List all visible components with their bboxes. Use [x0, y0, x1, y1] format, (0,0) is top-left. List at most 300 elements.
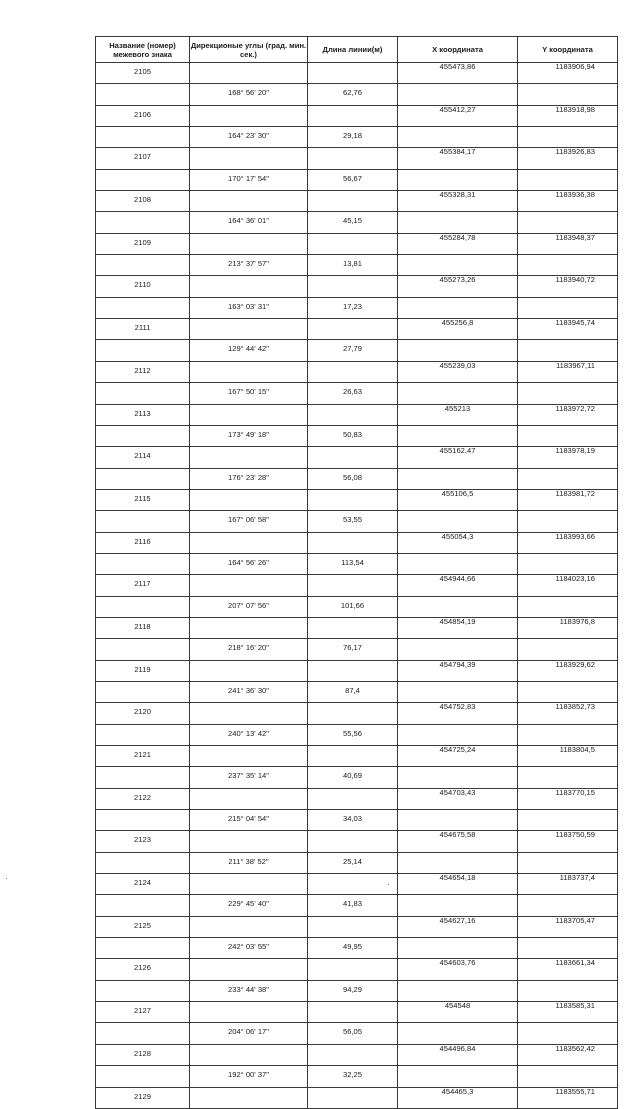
point-name: 2123	[96, 831, 190, 852]
point-x: 455213	[398, 404, 518, 425]
point-name: 2107	[96, 148, 190, 169]
segment-angle: 170° 17' 54"	[190, 169, 308, 190]
empty-cell	[518, 84, 618, 105]
segment-angle: 192° 00' 37"	[190, 1066, 308, 1087]
segment-row	[96, 767, 618, 788]
point-row	[96, 63, 618, 84]
empty-cell	[518, 511, 618, 532]
segment-angle: 173° 49' 18"	[190, 425, 308, 446]
point-name: 2120	[96, 703, 190, 724]
empty-cell	[96, 511, 190, 532]
point-name: 2124	[96, 874, 190, 895]
point-row	[96, 959, 618, 980]
segment-row	[96, 425, 618, 446]
segment-angle: 211° 38' 52"	[190, 852, 308, 873]
segment-angle: 163° 03' 31"	[190, 297, 308, 318]
point-x: 454675,58	[398, 831, 518, 852]
point-row	[96, 447, 618, 468]
header-name: Название (номер) межевого знака	[96, 37, 190, 63]
empty-cell	[398, 980, 518, 1001]
segment-angle: 237° 35' 14"	[190, 767, 308, 788]
empty-cell	[308, 1087, 398, 1108]
point-y: 1183978,19	[518, 447, 618, 468]
empty-cell	[96, 596, 190, 617]
segment-angle: 164° 23' 30"	[190, 127, 308, 148]
segment-row	[96, 681, 618, 702]
segment-length: 17,23	[308, 297, 398, 318]
point-name: 2117	[96, 575, 190, 596]
empty-cell	[190, 831, 308, 852]
scan-speck	[6, 878, 7, 879]
empty-cell	[518, 212, 618, 233]
point-row	[96, 1087, 618, 1108]
empty-cell	[96, 681, 190, 702]
empty-cell	[308, 660, 398, 681]
empty-cell	[96, 895, 190, 916]
empty-cell	[308, 361, 398, 382]
point-row	[96, 1044, 618, 1065]
segment-angle: 242° 03' 55"	[190, 938, 308, 959]
segment-row	[96, 724, 618, 745]
point-y: 1183918,98	[518, 105, 618, 126]
point-x: 455239,03	[398, 361, 518, 382]
empty-cell	[96, 1066, 190, 1087]
empty-cell	[398, 596, 518, 617]
segment-angle: 229° 45' 40"	[190, 895, 308, 916]
empty-cell	[96, 127, 190, 148]
point-y: 1184023,16	[518, 575, 618, 596]
empty-cell	[308, 233, 398, 254]
point-x: 454496,84	[398, 1044, 518, 1065]
table-header-row	[96, 37, 618, 63]
point-name: 2128	[96, 1044, 190, 1065]
empty-cell	[190, 788, 308, 809]
empty-cell	[398, 895, 518, 916]
segment-row	[96, 212, 618, 233]
segment-row	[96, 980, 618, 1001]
empty-cell	[308, 575, 398, 596]
segment-angle: 207° 07' 56"	[190, 596, 308, 617]
empty-cell	[308, 148, 398, 169]
point-row	[96, 489, 618, 510]
point-row	[96, 105, 618, 126]
point-x: 454854,19	[398, 617, 518, 638]
header-length: Длина линии(м)	[308, 37, 398, 63]
empty-cell	[398, 425, 518, 446]
empty-cell	[308, 319, 398, 340]
point-row	[96, 831, 618, 852]
segment-row	[96, 1066, 618, 1087]
segment-angle: 204° 06' 17"	[190, 1023, 308, 1044]
empty-cell	[518, 383, 618, 404]
segment-row	[96, 383, 618, 404]
empty-cell	[518, 810, 618, 831]
point-x: 454627,16	[398, 916, 518, 937]
point-name: 2115	[96, 489, 190, 510]
empty-cell	[518, 1023, 618, 1044]
empty-cell	[190, 447, 308, 468]
empty-cell	[308, 63, 398, 84]
empty-cell	[308, 617, 398, 638]
segment-length: 27,79	[308, 340, 398, 361]
segment-angle: 164° 56' 26"	[190, 553, 308, 574]
empty-cell	[518, 681, 618, 702]
segment-row	[96, 84, 618, 105]
point-name: 2119	[96, 660, 190, 681]
segment-length: 13,81	[308, 255, 398, 276]
segment-row	[96, 553, 618, 574]
empty-cell	[190, 319, 308, 340]
point-row	[96, 361, 618, 382]
empty-cell	[398, 1023, 518, 1044]
empty-cell	[518, 425, 618, 446]
point-name: 2129	[96, 1087, 190, 1108]
empty-cell	[190, 1087, 308, 1108]
empty-cell	[190, 959, 308, 980]
empty-cell	[518, 767, 618, 788]
segment-angle: 129° 44' 42"	[190, 340, 308, 361]
segment-row	[96, 1023, 618, 1044]
empty-cell	[518, 639, 618, 660]
segment-row	[96, 938, 618, 959]
empty-cell	[398, 340, 518, 361]
point-name: 2105	[96, 63, 190, 84]
point-y: 1183976,8	[518, 617, 618, 638]
point-name: 2108	[96, 191, 190, 212]
empty-cell	[190, 191, 308, 212]
point-y: 1183770,15	[518, 788, 618, 809]
segment-row	[96, 468, 618, 489]
segment-length: 26,63	[308, 383, 398, 404]
empty-cell	[96, 1023, 190, 1044]
point-y: 1183929,62	[518, 660, 618, 681]
segment-length: 62,76	[308, 84, 398, 105]
point-row	[96, 319, 618, 340]
point-y: 1183562,42	[518, 1044, 618, 1065]
point-name: 2112	[96, 361, 190, 382]
empty-cell	[518, 169, 618, 190]
point-y: 1183981,72	[518, 489, 618, 510]
point-y: 1183945,74	[518, 319, 618, 340]
empty-cell	[190, 63, 308, 84]
empty-cell	[190, 105, 308, 126]
point-y: 1183926,83	[518, 148, 618, 169]
empty-cell	[96, 468, 190, 489]
point-y: 1183804,5	[518, 746, 618, 767]
segment-row	[96, 169, 618, 190]
point-y: 1183661,34	[518, 959, 618, 980]
empty-cell	[518, 724, 618, 745]
point-row	[96, 575, 618, 596]
empty-cell	[96, 767, 190, 788]
point-row	[96, 874, 618, 895]
empty-cell	[308, 276, 398, 297]
segment-length: 56,08	[308, 468, 398, 489]
point-name: 2116	[96, 532, 190, 553]
empty-cell	[190, 617, 308, 638]
point-name: 2113	[96, 404, 190, 425]
header-angle: Дирекционые углы (град. мин. сек.)	[190, 37, 308, 63]
empty-cell	[398, 511, 518, 532]
segment-row	[96, 511, 618, 532]
empty-cell	[308, 191, 398, 212]
point-x: 454465,3	[398, 1087, 518, 1108]
empty-cell	[308, 447, 398, 468]
point-y: 1183585,31	[518, 1002, 618, 1023]
point-row	[96, 532, 618, 553]
segment-row	[96, 255, 618, 276]
empty-cell	[190, 703, 308, 724]
point-name: 2111	[96, 319, 190, 340]
empty-cell	[398, 938, 518, 959]
empty-cell	[308, 874, 398, 895]
point-y: 1183972,72	[518, 404, 618, 425]
header-y: Y координата	[518, 37, 618, 63]
segment-length: 101,66	[308, 596, 398, 617]
segment-length: 56,67	[308, 169, 398, 190]
segment-angle: 233° 44' 38"	[190, 980, 308, 1001]
empty-cell	[308, 916, 398, 937]
empty-cell	[398, 681, 518, 702]
segment-row	[96, 297, 618, 318]
coordinates-table	[95, 36, 618, 1109]
point-x: 455284,78	[398, 233, 518, 254]
empty-cell	[398, 127, 518, 148]
point-row	[96, 148, 618, 169]
empty-cell	[190, 575, 308, 596]
empty-cell	[398, 553, 518, 574]
point-row	[96, 916, 618, 937]
empty-cell	[308, 404, 398, 425]
segment-length: 40,69	[308, 767, 398, 788]
segment-length: 87,4	[308, 681, 398, 702]
point-y: 1183993,66	[518, 532, 618, 553]
empty-cell	[96, 84, 190, 105]
segment-length: 94,29	[308, 980, 398, 1001]
segment-length: 34,03	[308, 810, 398, 831]
empty-cell	[96, 169, 190, 190]
empty-cell	[398, 724, 518, 745]
empty-cell	[96, 425, 190, 446]
empty-cell	[96, 297, 190, 318]
empty-cell	[96, 980, 190, 1001]
segment-length: 25,14	[308, 852, 398, 873]
segment-row	[96, 127, 618, 148]
segment-row	[96, 596, 618, 617]
point-y: 1183948,37	[518, 233, 618, 254]
point-y: 1183705,47	[518, 916, 618, 937]
empty-cell	[308, 703, 398, 724]
point-x: 455384,17	[398, 148, 518, 169]
empty-cell	[190, 404, 308, 425]
point-x: 455412,27	[398, 105, 518, 126]
point-y: 1183555,71	[518, 1087, 618, 1108]
point-x: 455473,86	[398, 63, 518, 84]
empty-cell	[190, 276, 308, 297]
empty-cell	[190, 1044, 308, 1065]
segment-angle: 164° 36' 01"	[190, 212, 308, 233]
empty-cell	[96, 212, 190, 233]
empty-cell	[308, 746, 398, 767]
point-name: 2114	[96, 447, 190, 468]
empty-cell	[518, 127, 618, 148]
table-body	[96, 63, 618, 1109]
empty-cell	[190, 233, 308, 254]
point-row	[96, 233, 618, 254]
empty-cell	[190, 660, 308, 681]
point-x: 454794,39	[398, 660, 518, 681]
point-name: 2106	[96, 105, 190, 126]
empty-cell	[190, 532, 308, 553]
point-row	[96, 1002, 618, 1023]
empty-cell	[398, 297, 518, 318]
empty-cell	[308, 532, 398, 553]
empty-cell	[308, 1044, 398, 1065]
empty-cell	[190, 746, 308, 767]
point-name: 2110	[96, 276, 190, 297]
point-y: 1183852,73	[518, 703, 618, 724]
empty-cell	[308, 788, 398, 809]
segment-length: 32,25	[308, 1066, 398, 1087]
empty-cell	[398, 468, 518, 489]
segment-angle: 176° 23' 28"	[190, 468, 308, 489]
point-name: 2122	[96, 788, 190, 809]
empty-cell	[96, 938, 190, 959]
point-x: 454603,76	[398, 959, 518, 980]
segment-angle: 213° 37' 57"	[190, 255, 308, 276]
empty-cell	[518, 895, 618, 916]
point-x: 454703,43	[398, 788, 518, 809]
empty-cell	[398, 84, 518, 105]
point-y: 1183750,59	[518, 831, 618, 852]
point-x: 455162,47	[398, 447, 518, 468]
scan-speck	[388, 884, 389, 885]
segment-angle: 168° 56' 20"	[190, 84, 308, 105]
segment-length: 50,83	[308, 425, 398, 446]
point-name: 2125	[96, 916, 190, 937]
empty-cell	[518, 553, 618, 574]
segment-length: 29,18	[308, 127, 398, 148]
empty-cell	[96, 724, 190, 745]
segment-length: 53,55	[308, 511, 398, 532]
empty-cell	[518, 1066, 618, 1087]
empty-cell	[308, 489, 398, 510]
empty-cell	[308, 105, 398, 126]
point-row	[96, 788, 618, 809]
point-y: 1183967,11	[518, 361, 618, 382]
point-row	[96, 191, 618, 212]
empty-cell	[96, 340, 190, 361]
point-y: 1183737,4	[518, 874, 618, 895]
point-row	[96, 660, 618, 681]
point-row	[96, 276, 618, 297]
point-y: 1183906,94	[518, 63, 618, 84]
point-row	[96, 746, 618, 767]
empty-cell	[190, 148, 308, 169]
empty-cell	[190, 489, 308, 510]
empty-cell	[308, 959, 398, 980]
segment-length: 41,83	[308, 895, 398, 916]
point-x: 454752,83	[398, 703, 518, 724]
segment-row	[96, 340, 618, 361]
empty-cell	[96, 810, 190, 831]
point-x: 454548	[398, 1002, 518, 1023]
point-x: 455256,8	[398, 319, 518, 340]
segment-angle: 167° 50' 15"	[190, 383, 308, 404]
point-x: 455106,5	[398, 489, 518, 510]
segment-angle: 215° 04' 54"	[190, 810, 308, 831]
empty-cell	[308, 831, 398, 852]
empty-cell	[518, 340, 618, 361]
empty-cell	[96, 553, 190, 574]
header-x: X координата	[398, 37, 518, 63]
empty-cell	[398, 169, 518, 190]
empty-cell	[518, 980, 618, 1001]
point-x: 455328,31	[398, 191, 518, 212]
point-name: 2118	[96, 617, 190, 638]
point-name: 2126	[96, 959, 190, 980]
empty-cell	[398, 767, 518, 788]
empty-cell	[398, 383, 518, 404]
empty-cell	[96, 852, 190, 873]
point-row	[96, 617, 618, 638]
empty-cell	[308, 1002, 398, 1023]
segment-row	[96, 810, 618, 831]
empty-cell	[518, 255, 618, 276]
empty-cell	[190, 1002, 308, 1023]
point-y: 1183940,72	[518, 276, 618, 297]
empty-cell	[518, 596, 618, 617]
segment-length: 113,54	[308, 553, 398, 574]
empty-cell	[190, 361, 308, 382]
segment-row	[96, 895, 618, 916]
empty-cell	[518, 297, 618, 318]
segment-length: 76,17	[308, 639, 398, 660]
point-y: 1183936,38	[518, 191, 618, 212]
coordinates-table-container	[95, 36, 617, 1109]
segment-length: 49,95	[308, 938, 398, 959]
point-x: 454654,18	[398, 874, 518, 895]
point-row	[96, 703, 618, 724]
segment-angle: 241° 36' 30"	[190, 681, 308, 702]
segment-angle: 240° 13' 42"	[190, 724, 308, 745]
segment-angle: 218° 16' 20"	[190, 639, 308, 660]
empty-cell	[398, 212, 518, 233]
empty-cell	[96, 639, 190, 660]
point-x: 454944,66	[398, 575, 518, 596]
segment-row	[96, 852, 618, 873]
point-x: 455054,3	[398, 532, 518, 553]
empty-cell	[96, 255, 190, 276]
point-name: 2121	[96, 746, 190, 767]
empty-cell	[398, 639, 518, 660]
empty-cell	[398, 255, 518, 276]
segment-length: 45,15	[308, 212, 398, 233]
empty-cell	[398, 810, 518, 831]
point-row	[96, 404, 618, 425]
point-x: 455273,26	[398, 276, 518, 297]
segment-angle: 167° 06' 58"	[190, 511, 308, 532]
empty-cell	[190, 916, 308, 937]
segment-row	[96, 639, 618, 660]
empty-cell	[518, 852, 618, 873]
empty-cell	[398, 852, 518, 873]
segment-length: 56,05	[308, 1023, 398, 1044]
point-name: 2109	[96, 233, 190, 254]
point-name: 2127	[96, 1002, 190, 1023]
point-x: 454725,24	[398, 746, 518, 767]
segment-length: 55,56	[308, 724, 398, 745]
